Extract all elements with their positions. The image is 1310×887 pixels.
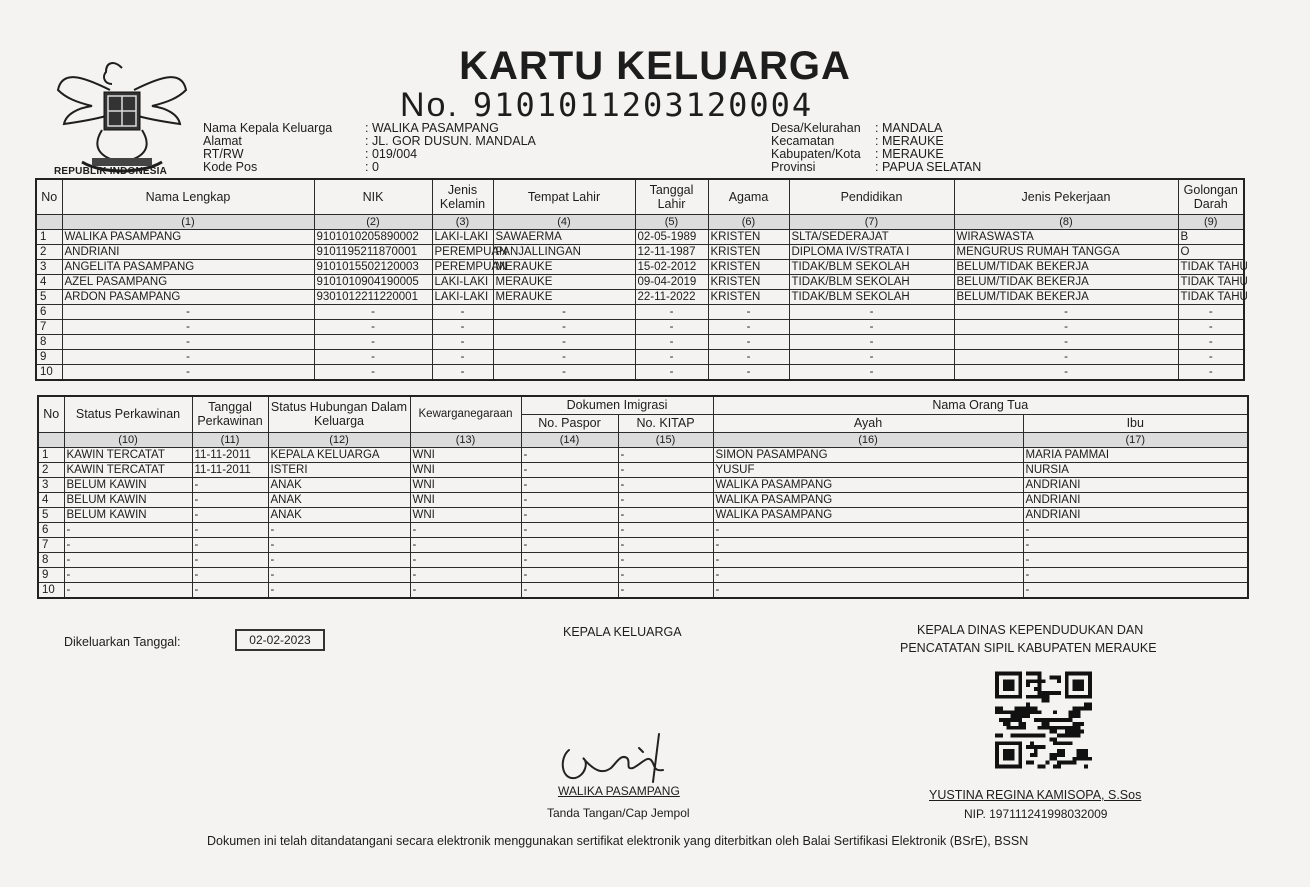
cell-jk: - <box>432 364 493 380</box>
cell-darah: - <box>1178 349 1244 364</box>
index-cell: (10) <box>64 432 192 447</box>
cell-status: BELUM KAWIN <box>64 507 192 522</box>
index-cell: (17) <box>1023 432 1248 447</box>
cell-darah: O <box>1178 244 1244 259</box>
household-info-right <box>771 122 1071 174</box>
official-nip: NIP. 197111241998032009 <box>964 807 1108 821</box>
info-label: RT/RW <box>203 147 244 161</box>
cell-no: 2 <box>36 244 62 259</box>
cell-hubungan: ANAK <box>268 477 410 492</box>
header-pendidikan: Pendidikan <box>789 179 954 214</box>
kk-number-label: No. <box>400 86 459 124</box>
header-dokumen-imigrasi: Dokumen Imigrasi <box>521 396 713 414</box>
cell-tgl: - <box>192 582 268 598</box>
cell-paspor: - <box>521 477 618 492</box>
cell-no: 10 <box>38 582 64 598</box>
table-row <box>36 334 1244 349</box>
cell-pendidikan: - <box>789 304 954 319</box>
cell-pendidikan: DIPLOMA IV/STRATA I <box>789 244 954 259</box>
cell-hubungan: ANAK <box>268 492 410 507</box>
cell-darah: TIDAK TAHU <box>1178 259 1244 274</box>
cell-darah: - <box>1178 334 1244 349</box>
header-status-hubungan: Status Hubungan Dalam Keluarga <box>268 396 410 432</box>
cell-ibu: - <box>1023 582 1248 598</box>
cell-nik: 9301012211220001 <box>314 289 432 304</box>
header-nama: Nama Lengkap <box>62 179 314 214</box>
cell-nik: - <box>314 304 432 319</box>
kk-number-value: 9101011203120004 <box>472 86 814 124</box>
cell-tgl: - <box>192 537 268 552</box>
table-row <box>36 349 1244 364</box>
info-label: Provinsi <box>771 160 816 174</box>
cell-no: 7 <box>38 537 64 552</box>
cell-nama: - <box>62 334 314 349</box>
cell-tgl: - <box>192 567 268 582</box>
cell-pekerjaan: - <box>954 349 1178 364</box>
cell-nama: ANDRIANI <box>62 244 314 259</box>
cell-tgl: - <box>635 319 708 334</box>
cell-agama: - <box>708 364 789 380</box>
cell-pekerjaan: MENGURUS RUMAH TANGGA <box>954 244 1178 259</box>
cell-pekerjaan: - <box>954 364 1178 380</box>
issued-label: Dikeluarkan Tanggal: <box>64 635 181 649</box>
cell-nik: 9101195211870001 <box>314 244 432 259</box>
cell-paspor: - <box>521 507 618 522</box>
qr-code-icon <box>995 670 1092 770</box>
cell-tgl: - <box>192 552 268 567</box>
table-row <box>36 289 1244 304</box>
cell-nama: - <box>62 349 314 364</box>
index-cell: (15) <box>618 432 713 447</box>
cell-status: KAWIN TERCATAT <box>64 447 192 462</box>
cell-ibu: - <box>1023 552 1248 567</box>
cell-no: 10 <box>36 364 62 380</box>
table-row <box>38 567 1248 582</box>
header-no-paspor: No. Paspor <box>521 414 618 432</box>
cell-pekerjaan: - <box>954 304 1178 319</box>
info-value: : MERAUKE <box>875 147 944 161</box>
marital-parent-body <box>38 447 1248 598</box>
cell-ibu: - <box>1023 522 1248 537</box>
index-cell <box>36 214 62 229</box>
cell-agama: KRISTEN <box>708 289 789 304</box>
cell-paspor: - <box>521 582 618 598</box>
head-name: WALIKA PASAMPANG <box>558 784 680 798</box>
info-value: : PAPUA SELATAN <box>875 160 982 174</box>
cell-jk: LAKI-LAKI <box>432 289 493 304</box>
cell-tgl: 22-11-2022 <box>635 289 708 304</box>
cell-tempat: PANJALLINGAN <box>493 244 635 259</box>
cell-warga: WNI <box>410 447 521 462</box>
cell-tgl: - <box>635 364 708 380</box>
table-row <box>38 522 1248 537</box>
cell-ayah: YUSUF <box>713 462 1023 477</box>
header-agama: Agama <box>708 179 789 214</box>
marital-parent-table <box>37 395 1249 599</box>
cell-tempat: SAWAERMA <box>493 229 635 244</box>
cell-tgl: - <box>192 522 268 537</box>
cell-ibu: MARIA PAMMAI <box>1023 447 1248 462</box>
cell-tempat: - <box>493 304 635 319</box>
head-title: KEPALA KELUARGA <box>563 625 682 639</box>
info-value: : WALIKA PASAMPANG <box>365 121 499 135</box>
cell-status: - <box>64 537 192 552</box>
header-no-kitap: No. KITAP <box>618 414 713 432</box>
cell-tempat: MERAUKE <box>493 274 635 289</box>
cell-nama: - <box>62 364 314 380</box>
cell-agama: KRISTEN <box>708 274 789 289</box>
cell-pekerjaan: BELUM/TIDAK BEKERJA <box>954 289 1178 304</box>
cell-warga: - <box>410 537 521 552</box>
cell-status: BELUM KAWIN <box>64 492 192 507</box>
cell-tgl: - <box>192 507 268 522</box>
cell-tgl: 15-02-2012 <box>635 259 708 274</box>
header-no: No <box>38 396 64 432</box>
cell-darah: - <box>1178 304 1244 319</box>
cell-tgl: 12-11-1987 <box>635 244 708 259</box>
cell-no: 3 <box>36 259 62 274</box>
header-no: No <box>36 179 62 214</box>
cell-paspor: - <box>521 537 618 552</box>
cell-hubungan: - <box>268 552 410 567</box>
index-cell: (8) <box>954 214 1178 229</box>
table-row <box>36 304 1244 319</box>
cell-no: 4 <box>38 492 64 507</box>
cell-pendidikan: - <box>789 334 954 349</box>
cell-kitap: - <box>618 447 713 462</box>
cell-pendidikan: - <box>789 364 954 380</box>
cell-warga: - <box>410 522 521 537</box>
cell-tgl: - <box>635 334 708 349</box>
header-status-perkawinan: Status Perkawinan <box>64 396 192 432</box>
cell-kitap: - <box>618 582 713 598</box>
cell-ayah: WALIKA PASAMPANG <box>713 477 1023 492</box>
cell-tempat: - <box>493 349 635 364</box>
cell-tempat: MERAUKE <box>493 259 635 274</box>
info-value: : JL. GOR DUSUN. MANDALA <box>365 134 536 148</box>
cell-pekerjaan: - <box>954 334 1178 349</box>
household-info-left <box>203 122 603 174</box>
cell-nama: AZEL PASAMPANG <box>62 274 314 289</box>
kk-number <box>400 86 813 125</box>
cell-warga: - <box>410 582 521 598</box>
cell-pekerjaan: - <box>954 319 1178 334</box>
index-cell: (6) <box>708 214 789 229</box>
cell-tempat: MERAUKE <box>493 289 635 304</box>
table-row <box>38 552 1248 567</box>
cell-pendidikan: TIDAK/BLM SEKOLAH <box>789 274 954 289</box>
cell-nama: ARDON PASAMPANG <box>62 289 314 304</box>
index-cell: (1) <box>62 214 314 229</box>
signature-icon <box>555 728 675 788</box>
header-pekerjaan: Jenis Pekerjaan <box>954 179 1178 214</box>
cell-pekerjaan: BELUM/TIDAK BEKERJA <box>954 274 1178 289</box>
cell-no: 8 <box>36 334 62 349</box>
table-row <box>36 319 1244 334</box>
cell-agama: - <box>708 334 789 349</box>
cell-nama: - <box>62 319 314 334</box>
table-row <box>36 274 1244 289</box>
cell-jk: LAKI-LAKI <box>432 274 493 289</box>
cell-tempat: - <box>493 334 635 349</box>
index-cell: (4) <box>493 214 635 229</box>
cell-no: 4 <box>36 274 62 289</box>
info-label: Desa/Kelurahan <box>771 121 861 135</box>
cell-warga: WNI <box>410 462 521 477</box>
cell-jk: PEREMPUAN <box>432 244 493 259</box>
info-label: Kabupaten/Kota <box>771 147 861 161</box>
table-row <box>38 537 1248 552</box>
cell-nama: WALIKA PASAMPANG <box>62 229 314 244</box>
index-cell: (2) <box>314 214 432 229</box>
header-tanggal-lahir: Tanggal Lahir <box>635 179 708 214</box>
index-cell: (3) <box>432 214 493 229</box>
cell-status: - <box>64 582 192 598</box>
index-cell: (13) <box>410 432 521 447</box>
cell-no: 8 <box>38 552 64 567</box>
cell-nama: ANGELITA PASAMPANG <box>62 259 314 274</box>
cell-nik: - <box>314 364 432 380</box>
cell-ayah: WALIKA PASAMPANG <box>713 492 1023 507</box>
cell-warga: WNI <box>410 492 521 507</box>
cell-status: - <box>64 522 192 537</box>
index-cell: (9) <box>1178 214 1244 229</box>
cell-kitap: - <box>618 477 713 492</box>
cell-kitap: - <box>618 552 713 567</box>
header-ibu: Ibu <box>1023 414 1248 432</box>
cell-nik: - <box>314 334 432 349</box>
family-members-body <box>36 229 1248 380</box>
cell-jk: - <box>432 349 493 364</box>
table-row <box>38 492 1248 507</box>
table-row <box>38 582 1248 598</box>
cell-tgl: 11-11-2011 <box>192 447 268 462</box>
cell-tgl: 11-11-2011 <box>192 462 268 477</box>
info-label: Kode Pos <box>203 160 258 174</box>
cell-agama: KRISTEN <box>708 244 789 259</box>
header-tanggal-perkawinan: Tanggal Perkawinan <box>192 396 268 432</box>
cell-jk: - <box>432 319 493 334</box>
header-golongan-darah: Golongan Darah <box>1178 179 1244 214</box>
cell-no: 1 <box>36 229 62 244</box>
cell-no: 6 <box>38 522 64 537</box>
cell-no: 9 <box>36 349 62 364</box>
issued-date: 02-02-2023 <box>235 629 325 651</box>
cell-tgl: - <box>635 349 708 364</box>
header-nama-orang-tua: Nama Orang Tua <box>713 396 1248 414</box>
cell-agama: - <box>708 319 789 334</box>
cell-no: 5 <box>38 507 64 522</box>
cell-paspor: - <box>521 447 618 462</box>
table-row <box>38 462 1248 477</box>
cell-nik: - <box>314 319 432 334</box>
index-cell: (12) <box>268 432 410 447</box>
electronic-signature-note: Dokumen ini telah ditandatangani secara elektronik menggunakan sertifikat elektronik yang diterbitkan oleh Balai Sertifikasi Elektronik (BSrE), BSSN <box>207 834 1029 848</box>
cell-no: 9 <box>38 567 64 582</box>
family-members-table <box>35 178 1248 381</box>
index-cell: (16) <box>713 432 1023 447</box>
cell-hubungan: - <box>268 582 410 598</box>
cell-pendidikan: - <box>789 319 954 334</box>
cell-tgl: 09-04-2019 <box>635 274 708 289</box>
cell-warga: - <box>410 552 521 567</box>
cell-ibu: NURSIA <box>1023 462 1248 477</box>
cell-ibu: ANDRIANI <box>1023 477 1248 492</box>
cell-jk: - <box>432 334 493 349</box>
cell-hubungan: - <box>268 537 410 552</box>
cell-paspor: - <box>521 567 618 582</box>
cell-hubungan: KEPALA KELUARGA <box>268 447 410 462</box>
cell-kitap: - <box>618 507 713 522</box>
cell-hubungan: ISTERI <box>268 462 410 477</box>
cell-tempat: - <box>493 319 635 334</box>
table-row <box>38 507 1248 522</box>
cell-darah: B <box>1178 229 1244 244</box>
cell-pendidikan: TIDAK/BLM SEKOLAH <box>789 289 954 304</box>
cell-tgl: 02-05-1989 <box>635 229 708 244</box>
office-title-line1: KEPALA DINAS KEPENDUDUKAN DAN <box>917 623 1144 637</box>
cell-ibu: ANDRIANI <box>1023 507 1248 522</box>
header-jenis-kelamin: Jenis Kelamin <box>432 179 493 214</box>
cell-kitap: - <box>618 522 713 537</box>
cell-pendidikan: - <box>789 349 954 364</box>
cell-no: 3 <box>38 477 64 492</box>
index-cell: (7) <box>789 214 954 229</box>
cell-nik: 9101010904190005 <box>314 274 432 289</box>
cell-ayah: SIMON PASAMPANG <box>713 447 1023 462</box>
index-cell: (11) <box>192 432 268 447</box>
cell-jk: LAKI-LAKI <box>432 229 493 244</box>
header-ayah: Ayah <box>713 414 1023 432</box>
header-kewarganegaraan: Kewarganegaraan <box>410 396 521 432</box>
cell-nik: 9101015502120003 <box>314 259 432 274</box>
cell-paspor: - <box>521 522 618 537</box>
cell-nik: 9101010205890002 <box>314 229 432 244</box>
cell-ayah: WALIKA PASAMPANG <box>713 507 1023 522</box>
cell-hubungan: ANAK <box>268 507 410 522</box>
cell-hubungan: - <box>268 567 410 582</box>
cell-no: 1 <box>38 447 64 462</box>
official-name: YUSTINA REGINA KAMISOPA, S.Sos <box>929 788 1142 802</box>
country-label: REPUBLIK INDONESIA <box>54 166 168 177</box>
cell-darah: TIDAK TAHU <box>1178 289 1244 304</box>
table-row <box>38 477 1248 492</box>
cell-ibu: - <box>1023 567 1248 582</box>
cell-darah: TIDAK TAHU <box>1178 274 1244 289</box>
cell-warga: WNI <box>410 507 521 522</box>
cell-pekerjaan: WIRASWASTA <box>954 229 1178 244</box>
info-value: : 019/004 <box>365 147 418 161</box>
info-value: : 0 <box>365 160 379 174</box>
cell-agama: - <box>708 304 789 319</box>
cell-status: - <box>64 552 192 567</box>
header-nik: NIK <box>314 179 432 214</box>
cell-agama: KRISTEN <box>708 259 789 274</box>
cell-warga: - <box>410 567 521 582</box>
index-cell: (14) <box>521 432 618 447</box>
cell-kitap: - <box>618 462 713 477</box>
cell-kitap: - <box>618 567 713 582</box>
cell-jk: PEREMPUAN <box>432 259 493 274</box>
cell-status: BELUM KAWIN <box>64 477 192 492</box>
cell-tgl: - <box>635 304 708 319</box>
cell-agama: - <box>708 349 789 364</box>
cell-kitap: - <box>618 492 713 507</box>
cell-ayah: - <box>713 582 1023 598</box>
cell-no: 6 <box>36 304 62 319</box>
cell-kitap: - <box>618 537 713 552</box>
cell-no: 2 <box>38 462 64 477</box>
cell-jk: - <box>432 304 493 319</box>
cell-tgl: - <box>192 492 268 507</box>
cell-agama: KRISTEN <box>708 229 789 244</box>
cell-no: 7 <box>36 319 62 334</box>
table-row <box>36 364 1244 380</box>
cell-paspor: - <box>521 492 618 507</box>
cell-nik: - <box>314 349 432 364</box>
signature-note: Tanda Tangan/Cap Jempol <box>547 806 690 820</box>
document-title: KARTU KELUARGA <box>459 44 851 88</box>
cell-status: KAWIN TERCATAT <box>64 462 192 477</box>
cell-ayah: - <box>713 552 1023 567</box>
cell-status: - <box>64 567 192 582</box>
cell-ayah: - <box>713 567 1023 582</box>
cell-ayah: - <box>713 522 1023 537</box>
cell-pendidikan: TIDAK/BLM SEKOLAH <box>789 259 954 274</box>
cell-pendidikan: SLTA/SEDERAJAT <box>789 229 954 244</box>
table-row <box>36 229 1244 244</box>
cell-darah: - <box>1178 319 1244 334</box>
cell-paspor: - <box>521 462 618 477</box>
cell-tempat: - <box>493 364 635 380</box>
cell-darah: - <box>1178 364 1244 380</box>
table-row <box>36 259 1244 274</box>
table-row <box>36 244 1244 259</box>
info-value: : MANDALA <box>875 121 943 135</box>
cell-hubungan: - <box>268 522 410 537</box>
info-value: : MERAUKE <box>875 134 944 148</box>
info-label: Kecamatan <box>771 134 835 148</box>
cell-paspor: - <box>521 552 618 567</box>
cell-ibu: - <box>1023 537 1248 552</box>
table-row <box>38 447 1248 462</box>
cell-ayah: - <box>713 537 1023 552</box>
cell-ibu: ANDRIANI <box>1023 492 1248 507</box>
header-tempat-lahir: Tempat Lahir <box>493 179 635 214</box>
index-cell <box>38 432 64 447</box>
cell-tgl: - <box>192 477 268 492</box>
cell-warga: WNI <box>410 477 521 492</box>
cell-nama: - <box>62 304 314 319</box>
cell-no: 5 <box>36 289 62 304</box>
office-title-line2: PENCATATAN SIPIL KABUPATEN MERAUKE <box>900 641 1157 655</box>
index-cell: (5) <box>635 214 708 229</box>
info-label: Nama Kepala Keluarga <box>203 121 333 135</box>
info-label: Alamat <box>203 134 242 148</box>
cell-pekerjaan: BELUM/TIDAK BEKERJA <box>954 259 1178 274</box>
